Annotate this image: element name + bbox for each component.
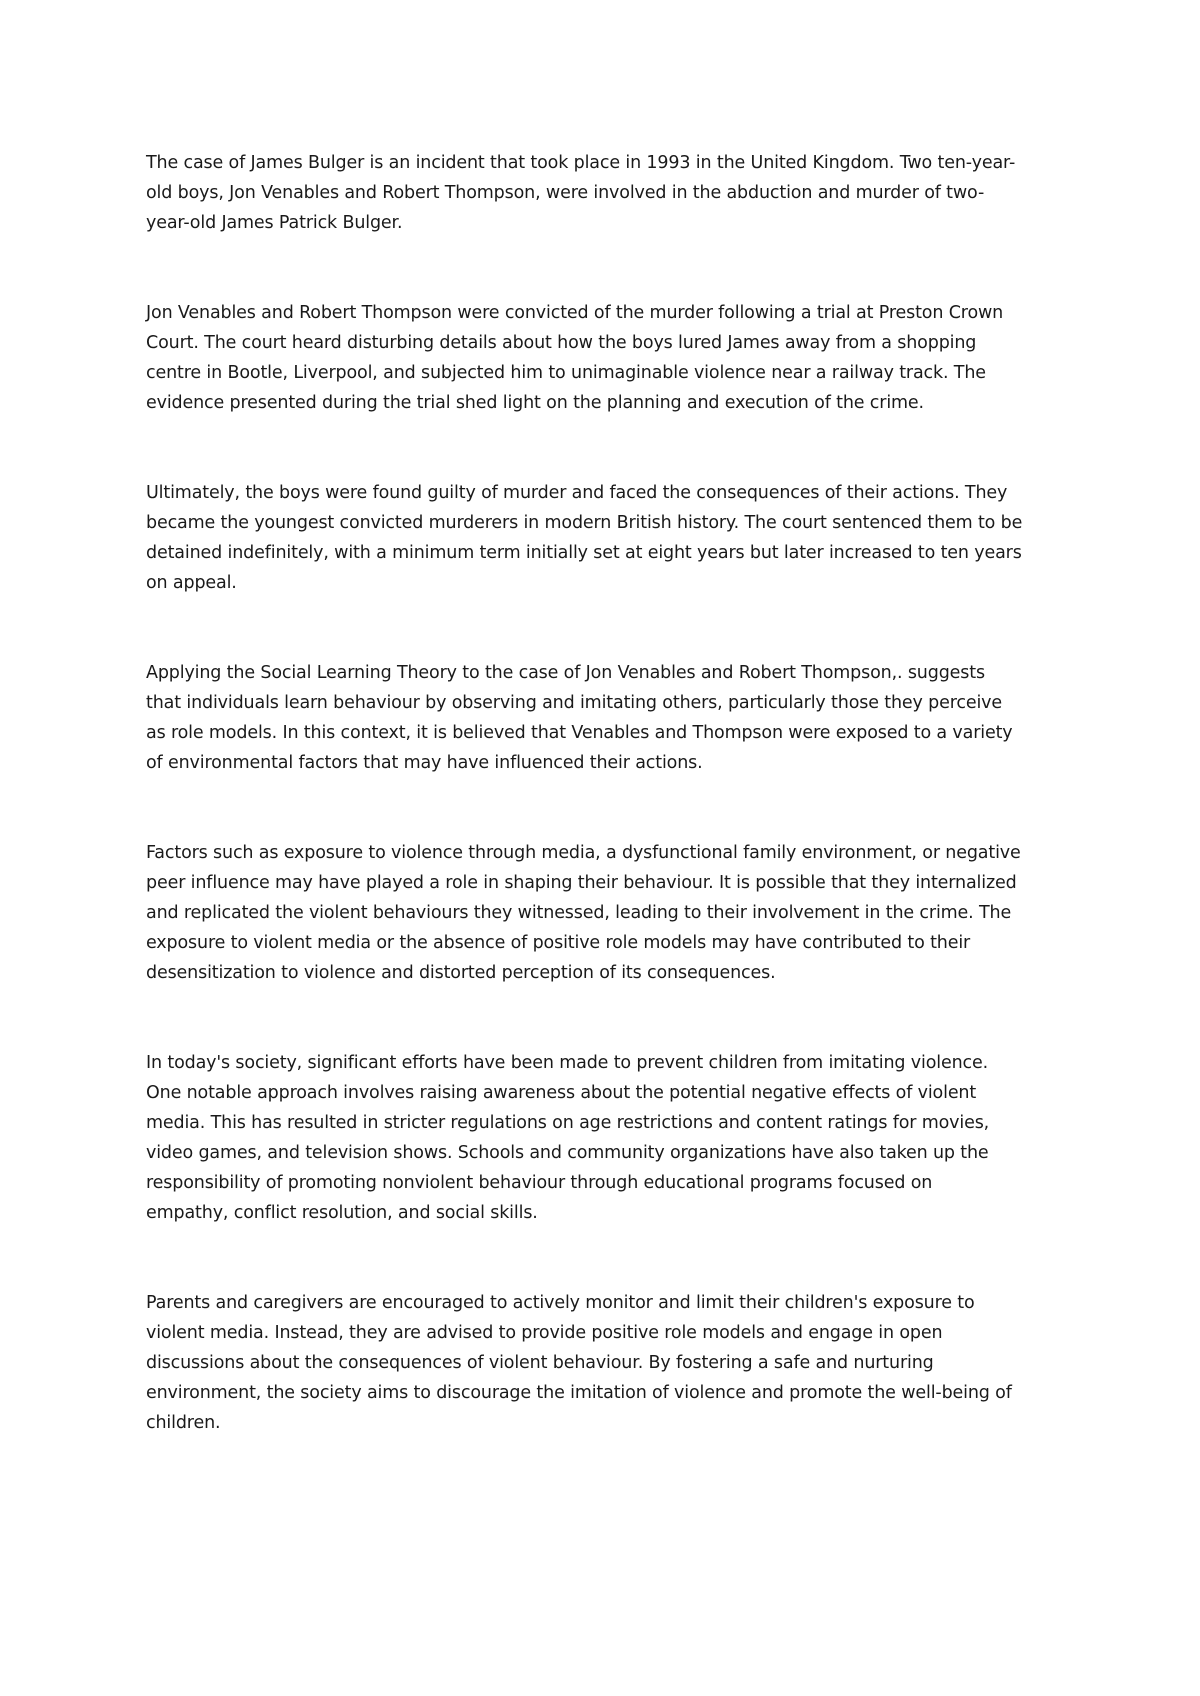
text-line: and replicated the violent behaviours they witnessed, leading to their involvement in the crime. The	[146, 903, 1012, 923]
document-body	[146, 148, 1066, 1498]
paragraph-parents-caregivers	[146, 1288, 1066, 1438]
paragraph-factors	[146, 838, 1066, 988]
text-line: discussions about the consequences of violent behaviour. By fostering a safe and nurturing	[146, 1353, 934, 1373]
text-line: Applying the Social Learning Theory to the case of Jon Venables and Robert Thompson,. suggests	[146, 663, 985, 683]
text-line: detained indefinitely, with a minimum term initially set at eight years but later increased to ten years	[146, 543, 1022, 563]
text-line: Ultimately, the boys were found guilty of murder and faced the consequences of their actions. They	[146, 483, 1008, 503]
text-line: The case of James Bulger is an incident that took place in 1993 in the United Kingdom. Two ten-year-	[146, 153, 1016, 173]
text-line: Factors such as exposure to violence through media, a dysfunctional family environment, or negative	[146, 843, 1021, 863]
text-line: desensitization to violence and distorted perception of its consequences.	[146, 963, 776, 983]
text-line: evidence presented during the trial shed light on the planning and execution of the crime.	[146, 393, 924, 413]
text-line: year-old James Patrick Bulger.	[146, 213, 403, 233]
text-line: violent media. Instead, they are advised to provide positive role models and engage in open	[146, 1323, 943, 1343]
paragraph-case-background	[146, 148, 1066, 238]
text-line: exposure to violent media or the absence of positive role models may have contributed to their	[146, 933, 971, 953]
paragraph-prevention-efforts	[146, 1048, 1066, 1228]
text-line: that individuals learn behaviour by observing and imitating others, particularly those they perceive	[146, 693, 1002, 713]
text-line: Court. The court heard disturbing details about how the boys lured James away from a shopping	[146, 333, 977, 353]
text-line: peer influence may have played a role in shaping their behaviour. It is possible that they internalized	[146, 873, 1017, 893]
text-line: of environmental factors that may have influenced their actions.	[146, 753, 703, 773]
text-line: became the youngest convicted murderers in modern British history. The court sentenced them to be	[146, 513, 1023, 533]
text-line: Jon Venables and Robert Thompson were convicted of the murder following a trial at Preston Crown	[146, 303, 1004, 323]
text-line: media. This has resulted in stricter regulations on age restrictions and content ratings for movies,	[146, 1113, 990, 1133]
paragraph-social-learning-theory	[146, 658, 1066, 778]
text-line: environment, the society aims to discourage the imitation of violence and promote the well-being of	[146, 1383, 1012, 1403]
text-line: responsibility of promoting nonviolent behaviour through educational programs focused on	[146, 1173, 933, 1193]
text-line: centre in Bootle, Liverpool, and subjected him to unimaginable violence near a railway track. The	[146, 363, 986, 383]
paragraph-trial	[146, 298, 1066, 418]
text-line: children.	[146, 1413, 221, 1433]
text-line: video games, and television shows. Schools and community organizations have also taken up the	[146, 1143, 989, 1163]
text-line: Parents and caregivers are encouraged to actively monitor and limit their children's exposure to	[146, 1293, 975, 1313]
text-line: empathy, conflict resolution, and social skills.	[146, 1203, 538, 1223]
text-line: One notable approach involves raising awareness about the potential negative effects of violent	[146, 1083, 977, 1103]
text-line: old boys, Jon Venables and Robert Thompson, were involved in the abduction and murder of two-	[146, 183, 985, 203]
text-line: In today's society, significant efforts have been made to prevent children from imitating violence.	[146, 1053, 989, 1073]
text-line: on appeal.	[146, 573, 237, 593]
text-line: as role models. In this context, it is believed that Venables and Thompson were exposed to a variety	[146, 723, 1013, 743]
paragraph-verdict	[146, 478, 1066, 598]
